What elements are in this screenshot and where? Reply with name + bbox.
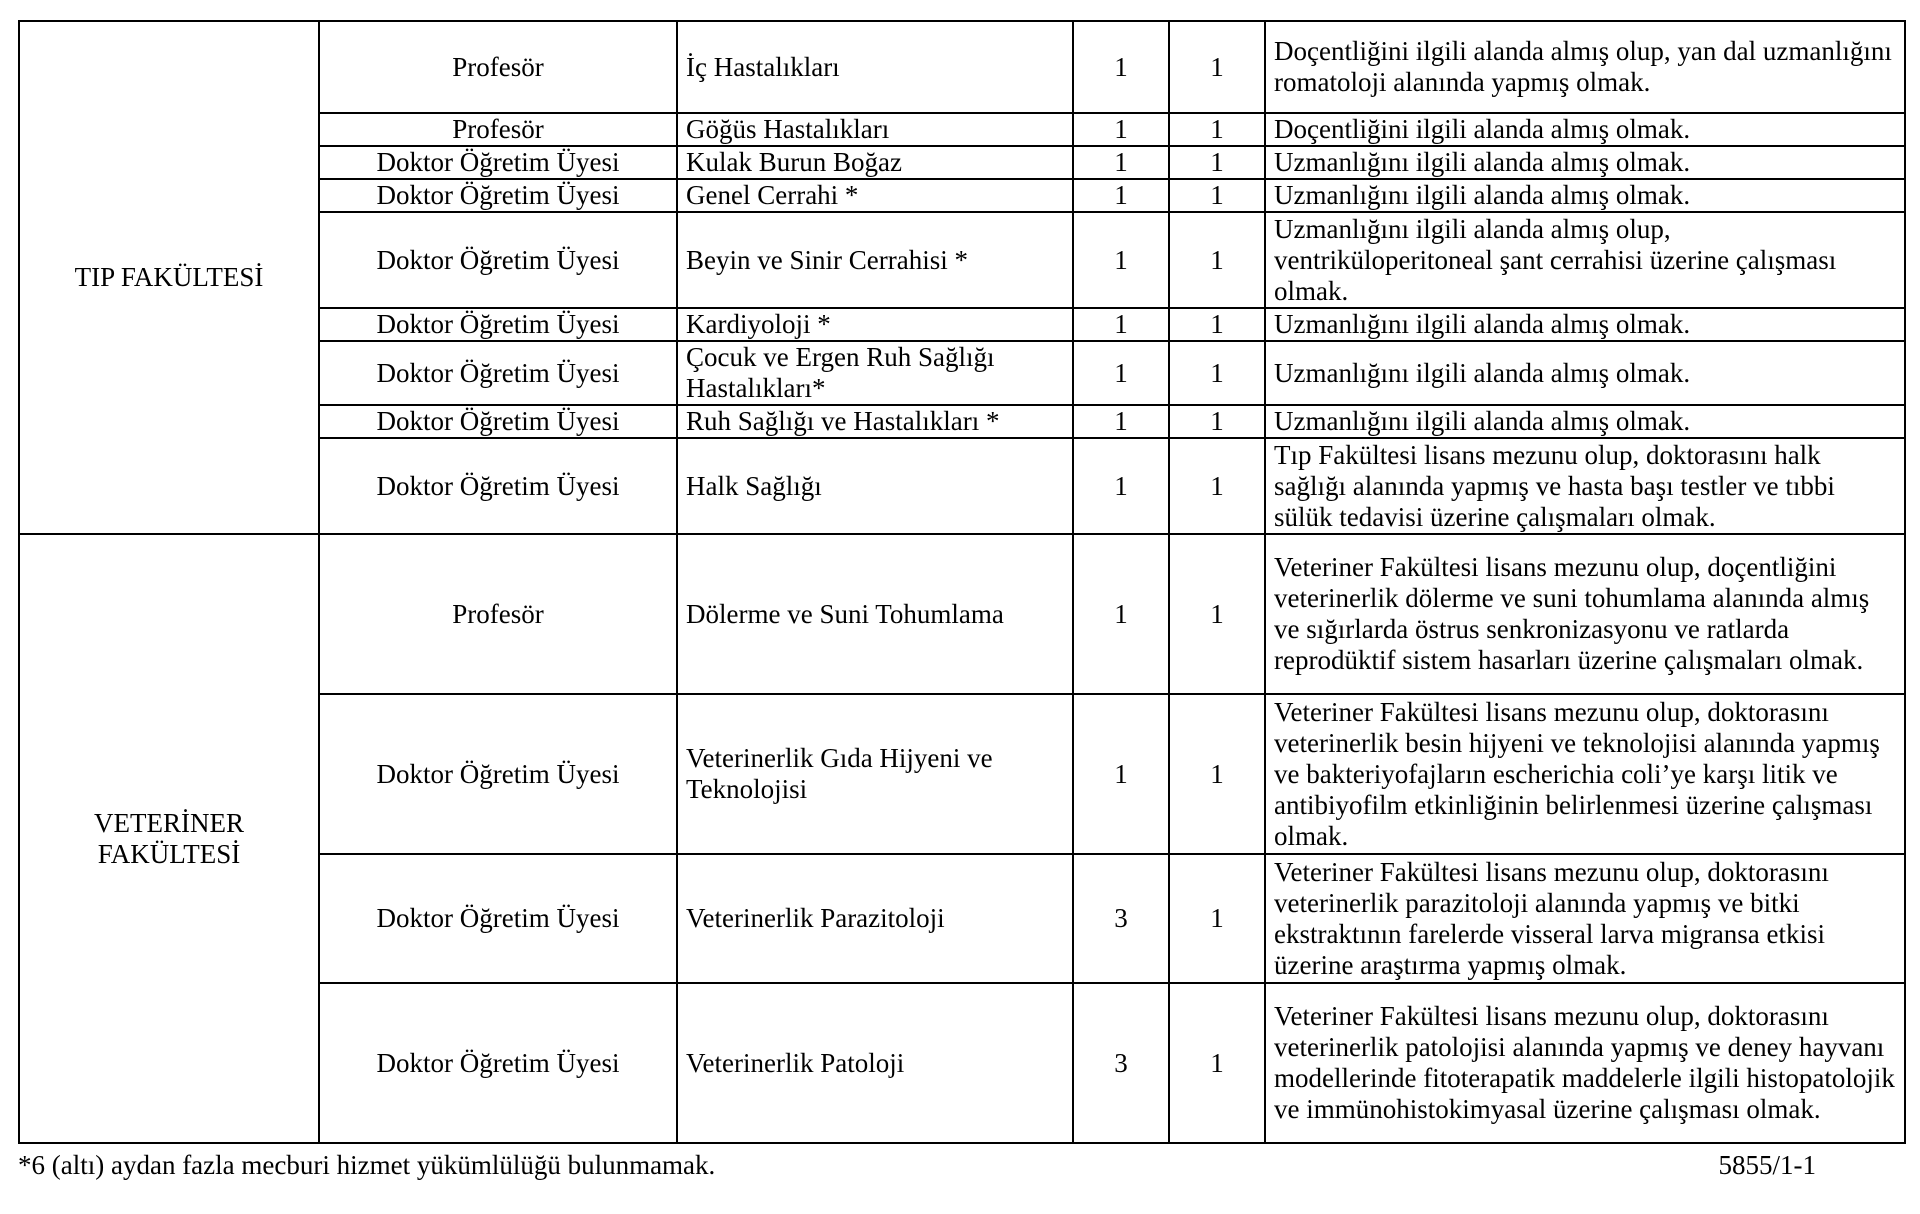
requirement-cell: Tıp Fakültesi lisans mezunu olup, doktorasını halk sağlığı alanında yapmış ve hasta başı testler ve tıbbi sülük tedavisi üzerine çalışmaları olmak. <box>1265 438 1905 534</box>
count-cell: 1 <box>1073 438 1169 534</box>
degree-cell: 1 <box>1169 21 1265 113</box>
title-cell: Doktor Öğretim Üyesi <box>319 212 677 308</box>
requirement-cell: Veteriner Fakültesi lisans mezunu olup, doktorasını veterinerlik parazitoloji alanında yapmış ve bitki ekstraktının farelerde visseral larva migransa etkisi üzerine araştırma yapmış olmak. <box>1265 854 1905 983</box>
requirement-cell: Veteriner Fakültesi lisans mezunu olup, doktorasını veterinerlik besin hijyeni ve teknolojisi alanında yapmış ve bakteriyofajların escherichia coli’ye karşı litik ve antibiyofilm etkinliğinin belirlenmesi üzerine çalışması olmak. <box>1265 694 1905 854</box>
department-cell: Veterinerlik Patoloji <box>677 983 1073 1143</box>
department-cell: Kardiyoloji * <box>677 308 1073 341</box>
requirement-cell: Uzmanlığını ilgili alanda almış olmak. <box>1265 146 1905 179</box>
degree-cell: 1 <box>1169 854 1265 983</box>
title-cell: Doktor Öğretim Üyesi <box>319 983 677 1143</box>
requirement-cell: Doçentliğini ilgili alanda almış olmak. <box>1265 113 1905 146</box>
degree-cell: 1 <box>1169 534 1265 694</box>
degree-cell: 1 <box>1169 113 1265 146</box>
faculty-name: VETERİNER FAKÜLTESİ <box>19 534 319 1143</box>
count-cell: 1 <box>1073 21 1169 113</box>
department-cell: Veterinerlik Gıda Hijyeni ve Teknolojisi <box>677 694 1073 854</box>
degree-cell: 1 <box>1169 983 1265 1143</box>
requirement-cell: Uzmanlığını ilgili alanda almış olmak. <box>1265 179 1905 212</box>
count-cell: 1 <box>1073 212 1169 308</box>
count-cell: 1 <box>1073 146 1169 179</box>
degree-cell: 1 <box>1169 146 1265 179</box>
title-cell: Profesör <box>319 21 677 113</box>
title-cell: Doktor Öğretim Üyesi <box>319 438 677 534</box>
title-cell: Doktor Öğretim Üyesi <box>319 179 677 212</box>
degree-cell: 1 <box>1169 308 1265 341</box>
count-cell: 3 <box>1073 983 1169 1143</box>
count-cell: 1 <box>1073 534 1169 694</box>
page-reference: 5855/1-1 <box>1718 1150 1816 1180</box>
faculty-name: TIP FAKÜLTESİ <box>19 21 319 534</box>
count-cell: 1 <box>1073 308 1169 341</box>
department-cell: Genel Cerrahi * <box>677 179 1073 212</box>
count-cell: 1 <box>1073 405 1169 438</box>
department-cell: Göğüs Hastalıkları <box>677 113 1073 146</box>
title-cell: Doktor Öğretim Üyesi <box>319 854 677 983</box>
department-cell: Çocuk ve Ergen Ruh Sağlığı Hastalıkları* <box>677 341 1073 405</box>
requirement-cell: Veteriner Fakültesi lisans mezunu olup, doçentliğini veterinerlik dölerme ve suni tohumlama alanında almış ve sığırlarda östrus senkronizasyonu ve ratlarda reprodüktif sistem hasarları üzerine çalışmaları olmak. <box>1265 534 1905 694</box>
count-cell: 3 <box>1073 854 1169 983</box>
requirement-cell: Doçentliğini ilgili alanda almış olup, yan dal uzmanlığını romatoloji alanında yapmış olmak. <box>1265 21 1905 113</box>
degree-cell: 1 <box>1169 179 1265 212</box>
department-cell: Veterinerlik Parazitoloji <box>677 854 1073 983</box>
degree-cell: 1 <box>1169 405 1265 438</box>
requirement-cell: Uzmanlığını ilgili alanda almış olmak. <box>1265 308 1905 341</box>
degree-cell: 1 <box>1169 438 1265 534</box>
title-cell: Profesör <box>319 534 677 694</box>
title-cell: Profesör <box>319 113 677 146</box>
department-cell: Ruh Sağlığı ve Hastalıkları * <box>677 405 1073 438</box>
title-cell: Doktor Öğretim Üyesi <box>319 308 677 341</box>
title-cell: Doktor Öğretim Üyesi <box>319 341 677 405</box>
degree-cell: 1 <box>1169 341 1265 405</box>
degree-cell: 1 <box>1169 694 1265 854</box>
table-row <box>19 534 1905 694</box>
table-row <box>19 21 1905 113</box>
requirement-cell: Uzmanlığını ilgili alanda almış olup, ventriküloperitoneal şant cerrahisi üzerine çalışması olmak. <box>1265 212 1905 308</box>
footnote: *6 (altı) aydan fazla mecburi hizmet yükümlülüğü bulunmamak. <box>18 1150 716 1180</box>
department-cell: Dölerme ve Suni Tohumlama <box>677 534 1073 694</box>
department-cell: Kulak Burun Boğaz <box>677 146 1073 179</box>
requirement-cell: Uzmanlığını ilgili alanda almış olmak. <box>1265 405 1905 438</box>
title-cell: Doktor Öğretim Üyesi <box>319 146 677 179</box>
requirement-cell: Uzmanlığını ilgili alanda almış olmak. <box>1265 341 1905 405</box>
count-cell: 1 <box>1073 179 1169 212</box>
count-cell: 1 <box>1073 113 1169 146</box>
title-cell: Doktor Öğretim Üyesi <box>319 405 677 438</box>
department-cell: Halk Sağlığı <box>677 438 1073 534</box>
department-cell: İç Hastalıkları <box>677 21 1073 113</box>
requirement-cell: Veteriner Fakültesi lisans mezunu olup, doktorasını veterinerlik patolojisi alanında yapmış ve deney hayvanı modellerinde fitoterapatik maddelerle ilgili histopatolojik ve immünohistokimyasal üzerine çalışması olmak. <box>1265 983 1905 1143</box>
department-cell: Beyin ve Sinir Cerrahisi * <box>677 212 1073 308</box>
degree-cell: 1 <box>1169 212 1265 308</box>
count-cell: 1 <box>1073 341 1169 405</box>
positions-table <box>18 20 1906 1144</box>
title-cell: Doktor Öğretim Üyesi <box>319 694 677 854</box>
count-cell: 1 <box>1073 694 1169 854</box>
